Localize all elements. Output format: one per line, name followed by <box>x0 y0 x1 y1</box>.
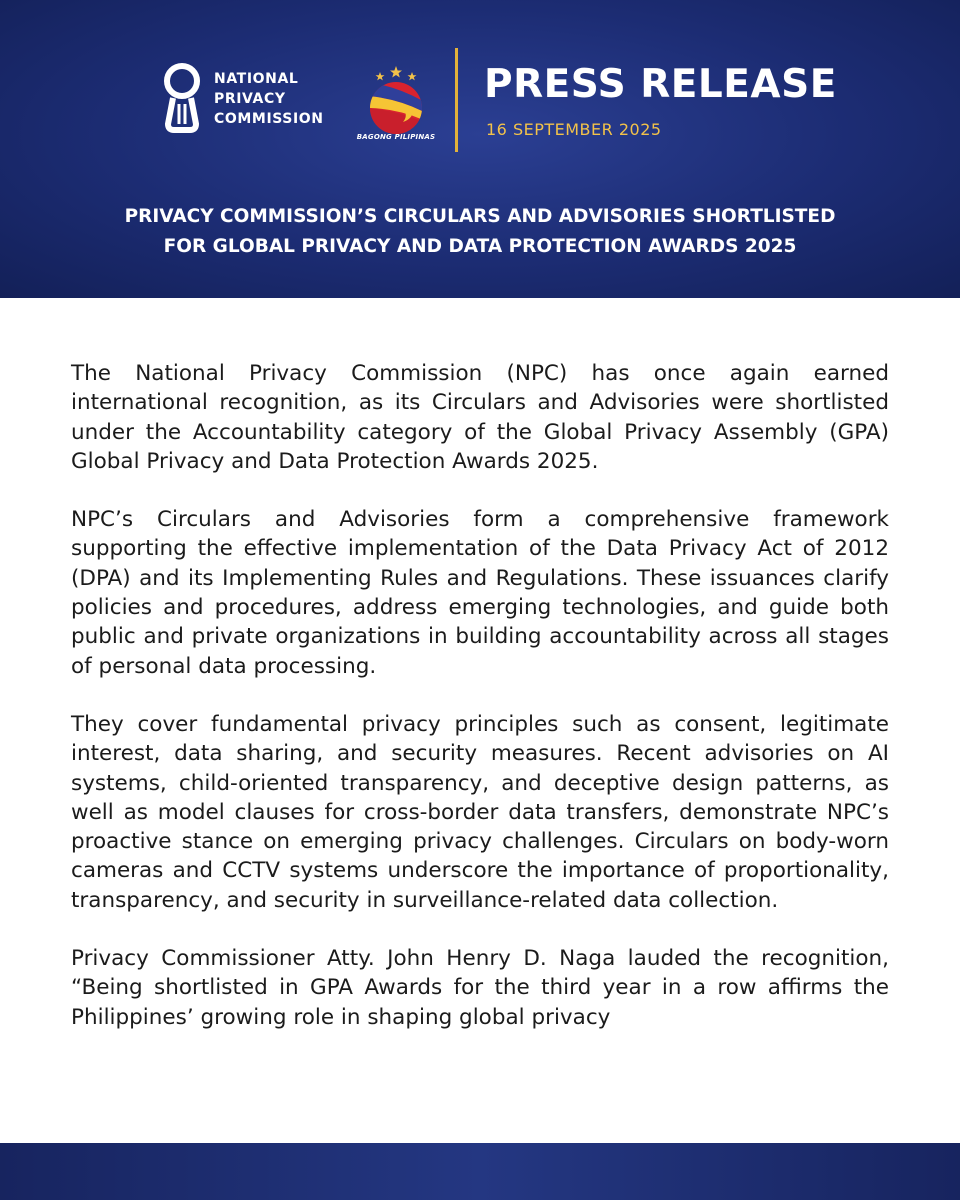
org-name-line-2: PRIVACY <box>214 91 286 107</box>
org-name <box>214 69 354 129</box>
org-name-line-1: NATIONAL <box>214 71 299 87</box>
org-name-line-3: COMMISSION <box>214 111 324 127</box>
bagong-pilipinas-logo-icon <box>356 64 436 144</box>
paragraph-4: Privacy Commissioner Atty. John Henry D. Naga lauded the recognition, “Being shortlisted in GPA Awards for the third year in a row affirms the Philippines’ growing role in shaping global privacy <box>71 946 889 1030</box>
release-date: 16 SEPTEMBER 2025 <box>486 120 662 139</box>
paragraph-3: They cover fundamental privacy principles such as consent, legitimate interest, data sharing, and security measures. Recent advisories on AI systems, child-oriented transparency, and deceptive design patterns, as well as model clauses for cross-border data transfers, demonstrate NPC’s proactive stance on emerging privacy challenges. Circulars on body-worn cameras and CCTV systems underscore the importance of proportionality, transparency, and security in surveillance-related data collection. <box>71 711 889 913</box>
paragraph-1: The National Privacy Commission (NPC) has once again earned international recognition, as its Circulars and Advisories were shortlisted under the Accountability category of the Global Privacy Assembly (GPA) Global Privacy and Data Protection Awards 2025. <box>71 361 889 474</box>
keyhole-logo-icon <box>160 62 204 136</box>
headline <box>40 202 920 262</box>
footer-band <box>0 1143 960 1200</box>
headline-line-1: PRIVACY COMMISSION’S CIRCULARS AND ADVISORIES SHORTLISTED <box>124 206 836 227</box>
press-release-label: PRESS RELEASE <box>484 62 837 107</box>
header-divider <box>455 48 458 152</box>
partner-logo-text: BAGONG PILIPINAS <box>356 133 436 141</box>
article-body <box>71 359 889 1061</box>
headline-line-2: FOR GLOBAL PRIVACY AND DATA PROTECTION AWARDS 2025 <box>163 236 797 257</box>
paragraph-2: NPC’s Circulars and Advisories form a comprehensive framework supporting the effective implementation of the Data Privacy Act of 2012 (DPA) and its Implementing Rules and Regulations. These issuances clarify policies and procedures, address emerging technologies, and guide both public and private organizations in building accountability across all stages of personal data processing. <box>71 507 889 679</box>
brand-row <box>0 0 960 170</box>
header-banner <box>0 0 960 298</box>
